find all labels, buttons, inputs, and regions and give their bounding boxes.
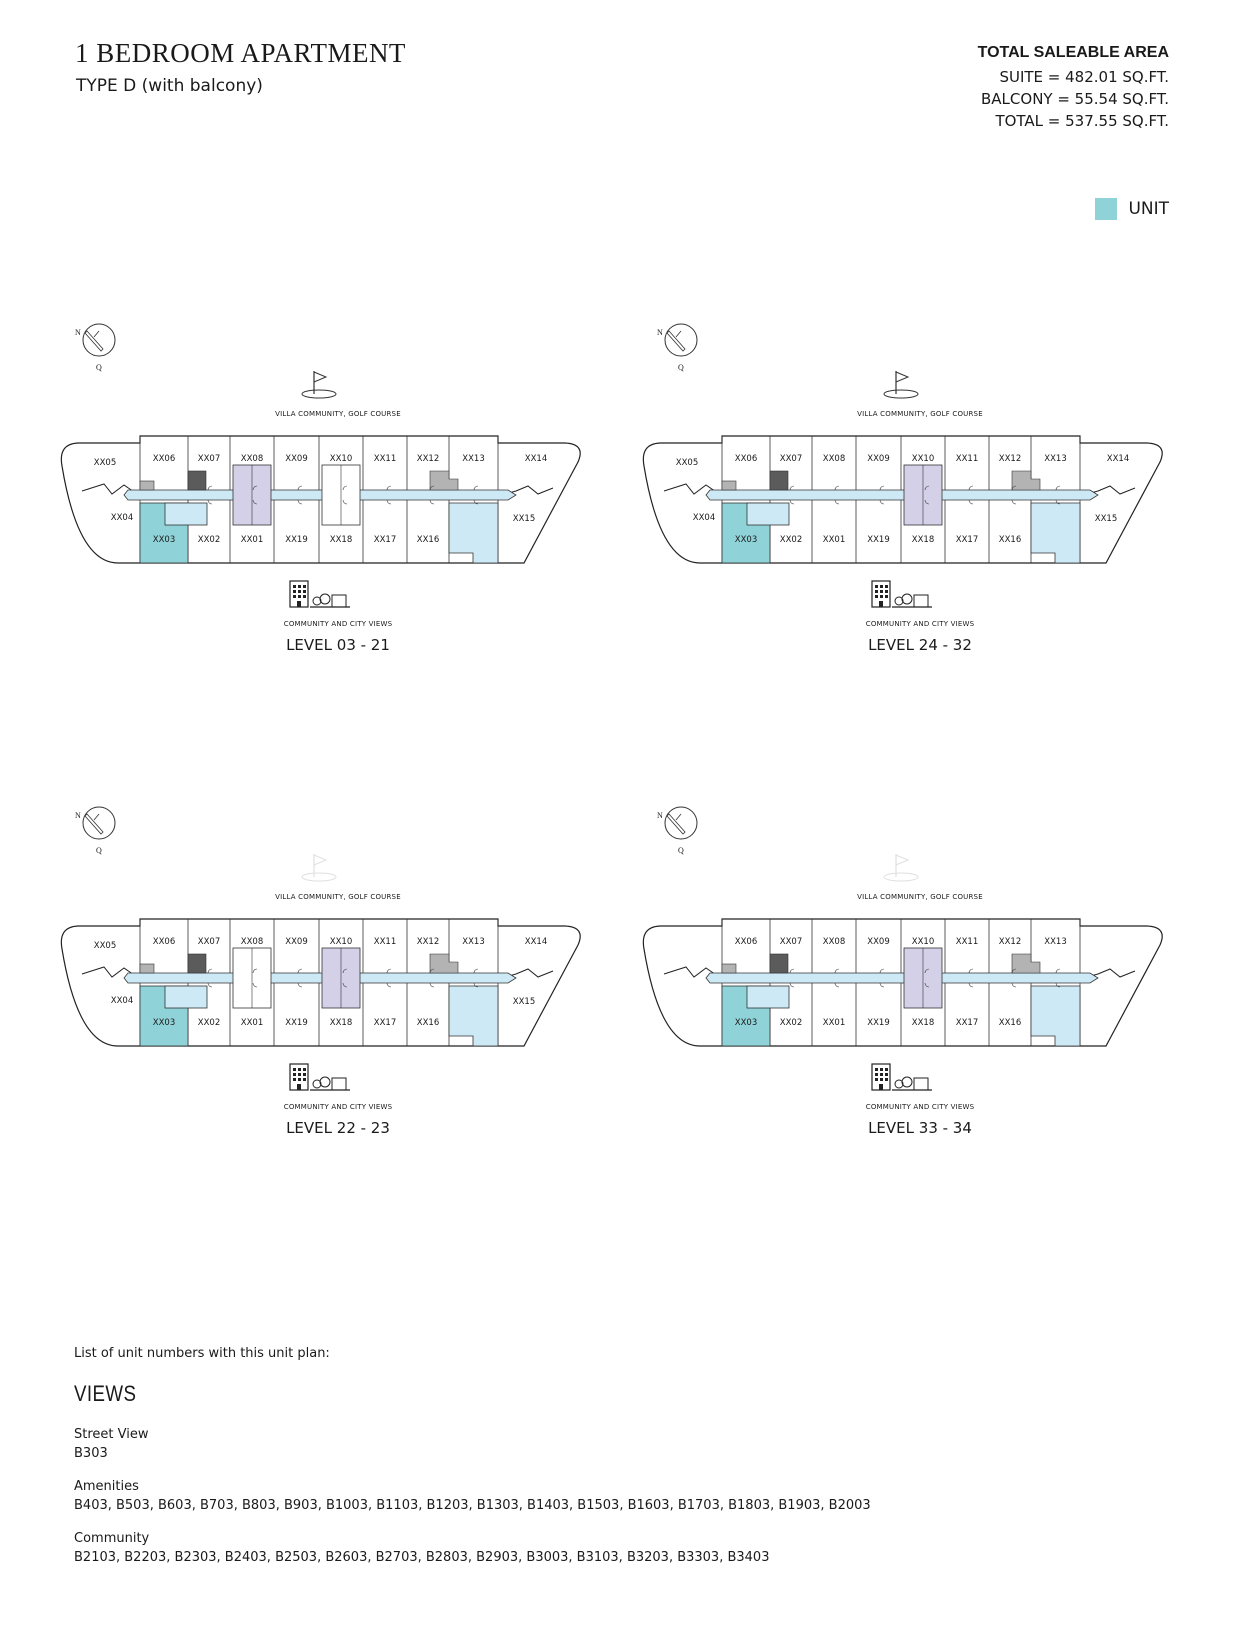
city-buildings-icon: [872, 581, 932, 607]
stair-core: [770, 954, 788, 973]
community-group: [74, 1531, 1174, 1565]
saleable-area-heading: TOTAL SALEABLE AREA: [977, 44, 1169, 61]
level-label: LEVEL 03 - 21: [286, 636, 390, 654]
compass-icon: [665, 324, 697, 356]
service-core: [722, 481, 736, 490]
unit-label: XX06: [734, 937, 758, 947]
compass-icon: [83, 807, 115, 839]
unit-label: XX09: [285, 937, 308, 947]
unit-label: XX14: [524, 937, 548, 947]
unit-list-section: [74, 1346, 1174, 1583]
unit-label: XX05: [93, 941, 117, 951]
unit-label: XX11: [955, 454, 979, 464]
corridor: [706, 973, 1098, 983]
compass-north-label: N: [75, 811, 81, 820]
unit-label: XX07: [197, 937, 221, 947]
golf-course-icon: [302, 854, 336, 881]
unit-entry-alcove: [747, 503, 789, 525]
unit-label: XX17: [955, 535, 979, 545]
unit-label: XX01: [822, 535, 846, 545]
floor-plan-level-22-23: [58, 806, 618, 1156]
unit-label: XX14: [524, 454, 548, 464]
unit-label: XX02: [197, 1018, 221, 1028]
service-core: [722, 964, 736, 973]
unit-label: XX07: [779, 937, 803, 947]
unit-label: XX15: [512, 997, 536, 1007]
group-name: Street View: [74, 1427, 149, 1442]
unit-label: XX17: [373, 535, 397, 545]
unit-label: XX16: [998, 535, 1022, 545]
compass-north-label: N: [657, 811, 663, 820]
unit-label: XX02: [779, 1018, 803, 1028]
legend-unit-swatch: [1095, 198, 1117, 220]
unit-label: XX08: [240, 937, 264, 947]
corridor: [706, 490, 1098, 500]
stair-core: [770, 471, 788, 490]
top-view-caption: VILLA COMMUNITY, GOLF COURSE: [857, 410, 983, 418]
unit-label: XX11: [373, 454, 397, 464]
unit-label: XX05: [93, 458, 117, 468]
saleable-area-block: [978, 42, 1169, 132]
unit-label: XX04: [110, 513, 134, 523]
total-area: TOTAL = 537.55 SQ.FT.: [995, 112, 1169, 130]
group-name: Community: [74, 1531, 150, 1546]
unit-label: XX07: [779, 454, 803, 464]
unit-label: XX10: [911, 937, 935, 947]
compass-north-label: N: [657, 328, 663, 337]
suite-area: SUITE = 482.01 SQ.FT.: [999, 68, 1169, 86]
unit-label: XX05: [675, 458, 699, 468]
page-title: 1 BEDROOM APARTMENT: [75, 38, 406, 68]
unit-label: XX06: [734, 454, 758, 464]
amenities-group: [74, 1479, 1174, 1513]
top-view-caption: VILLA COMMUNITY, GOLF COURSE: [857, 893, 983, 901]
unit-label: XX08: [822, 937, 846, 947]
unit-label: XX17: [955, 1018, 979, 1028]
views-heading: VIEWS: [74, 1381, 137, 1406]
group-units: B403, B503, B603, B703, B803, B903, B1003, B1103, B1203, B1303, B1403, B1503, B1603, B1703, B1803, B1903, B2003: [74, 1498, 871, 1513]
unit-label: XX02: [779, 535, 803, 545]
unit-label: XX12: [998, 937, 1022, 947]
unit-label: XX19: [867, 1018, 890, 1028]
stair-core: [188, 954, 206, 973]
unit-label: XX01: [240, 535, 264, 545]
unit-label: XX14: [1106, 454, 1130, 464]
compass-north-label: N: [75, 328, 81, 337]
service-core: [140, 964, 154, 973]
stair-core: [188, 471, 206, 490]
compass-south-label: Q: [678, 363, 684, 372]
unit-label: XX13: [1044, 454, 1067, 464]
floor-plan-level-33-34: [640, 806, 1200, 1156]
unit-list-intro: List of unit numbers with this unit plan:: [74, 1346, 330, 1361]
unit-label: XX19: [285, 1018, 308, 1028]
top-view-caption: VILLA COMMUNITY, GOLF COURSE: [275, 410, 401, 418]
unit-label: XX16: [416, 535, 440, 545]
compass-icon: [665, 807, 697, 839]
unit-label: XX18: [911, 535, 935, 545]
unit-label: XX03: [152, 1018, 176, 1028]
group-name: Amenities: [74, 1479, 139, 1494]
unit-entry-alcove: [165, 986, 207, 1008]
unit-label: XX06: [152, 937, 176, 947]
unit-entry-alcove: [747, 986, 789, 1008]
unit-label: XX10: [911, 454, 935, 464]
unit-label: XX13: [1044, 937, 1067, 947]
unit-label: XX10: [329, 937, 353, 947]
unit-label: XX09: [867, 454, 890, 464]
group-units: B2103, B2203, B2303, B2403, B2503, B2603, B2703, B2803, B2903, B3003, B3103, B3203, B3303, B3403: [74, 1550, 770, 1565]
compass-south-label: Q: [96, 363, 102, 372]
balcony-area: BALCONY = 55.54 SQ.FT.: [981, 90, 1169, 108]
floor-plan-level-24-32: [640, 323, 1200, 673]
unit-label: XX08: [822, 454, 846, 464]
unit-label: XX04: [692, 513, 716, 523]
unit-label: XX15: [512, 514, 536, 524]
compass-south-label: Q: [678, 846, 684, 855]
unit-label: XX12: [416, 937, 440, 947]
unit-label: XX09: [285, 454, 308, 464]
unit-label: XX01: [822, 1018, 846, 1028]
city-buildings-icon: [290, 1064, 350, 1090]
compass-south-label: Q: [96, 846, 102, 855]
floor-plan-level-03-21: [58, 323, 618, 673]
unit-label: XX19: [285, 535, 308, 545]
unit-label: XX18: [329, 1018, 353, 1028]
unit-label: XX18: [329, 535, 353, 545]
unit-label: XX16: [998, 1018, 1022, 1028]
unit-label: XX10: [329, 454, 353, 464]
city-buildings-icon: [290, 581, 350, 607]
group-units: B303: [74, 1446, 108, 1461]
bottom-view-caption: COMMUNITY AND CITY VIEWS: [283, 1103, 393, 1111]
unit-label: XX13: [462, 454, 485, 464]
unit-entry-alcove: [165, 503, 207, 525]
corridor: [124, 973, 516, 983]
level-label: LEVEL 33 - 34: [868, 1119, 972, 1137]
service-core: [140, 481, 154, 490]
golf-course-icon: [884, 371, 918, 398]
unit-label: XX01: [240, 1018, 264, 1028]
unit-label: XX06: [152, 454, 176, 464]
level-label: LEVEL 22 - 23: [286, 1119, 390, 1137]
bottom-view-caption: COMMUNITY AND CITY VIEWS: [283, 620, 393, 628]
unit-label: XX11: [373, 937, 397, 947]
unit-label: XX12: [416, 454, 440, 464]
unit-label: XX17: [373, 1018, 397, 1028]
unit-label: XX15: [1094, 514, 1118, 524]
legend-unit-label: UNIT: [1128, 199, 1169, 219]
unit-label: XX07: [197, 454, 221, 464]
corridor: [124, 490, 516, 500]
unit-label: XX02: [197, 535, 221, 545]
bottom-view-caption: COMMUNITY AND CITY VIEWS: [865, 1103, 975, 1111]
unit-label: XX08: [240, 454, 264, 464]
unit-label: XX18: [911, 1018, 935, 1028]
unit-label: XX03: [734, 535, 758, 545]
unit-label: XX13: [462, 937, 485, 947]
unit-label: XX03: [734, 1018, 758, 1028]
golf-course-icon: [302, 371, 336, 398]
unit-label: XX19: [867, 535, 890, 545]
unit-label: XX12: [998, 454, 1022, 464]
unit-label: XX11: [955, 937, 979, 947]
unit-label: XX16: [416, 1018, 440, 1028]
unit-label: XX04: [110, 996, 134, 1006]
bottom-view-caption: COMMUNITY AND CITY VIEWS: [865, 620, 975, 628]
unit-type-subtitle: TYPE D (with balcony): [76, 76, 263, 96]
legend: [1095, 198, 1169, 220]
unit-label: XX09: [867, 937, 890, 947]
street-view-group: [74, 1427, 1174, 1461]
golf-course-icon: [884, 854, 918, 881]
city-buildings-icon: [872, 1064, 932, 1090]
top-view-caption: VILLA COMMUNITY, GOLF COURSE: [275, 893, 401, 901]
compass-icon: [83, 324, 115, 356]
unit-label: XX03: [152, 535, 176, 545]
level-label: LEVEL 24 - 32: [868, 636, 972, 654]
